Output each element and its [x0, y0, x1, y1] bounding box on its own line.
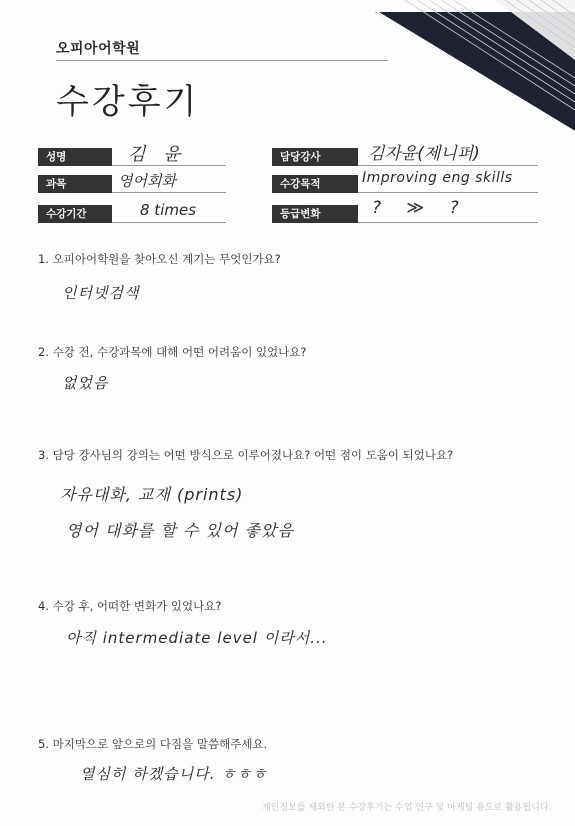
grade-change-value: ? ≫ ?	[372, 198, 469, 218]
purpose-underline	[358, 192, 538, 193]
answer-5-line-1: 열심히 하겠습니다. ㅎㅎㅎ	[80, 765, 268, 783]
answer-3-line-1: 자유대화, 교재 (prints)	[60, 485, 244, 504]
question-4: 4. 수강 후, 어떠한 변화가 있었나요?	[38, 599, 222, 613]
privacy-note: 개인정보를 제외한 본 수강후기는 수업 연구 및 마케팅 용도로 활용됩니다.	[262, 803, 552, 813]
instructor-value: 김자윤(제니퍼)	[368, 144, 480, 164]
course-underline	[112, 192, 226, 193]
instructor-label: 담당강사	[272, 148, 358, 166]
header-divider	[56, 60, 388, 61]
instructor-underline	[358, 165, 538, 166]
grade-change-underline	[358, 222, 538, 223]
question-3: 3. 담당 강사님의 강의는 어떤 방식으로 이루어졌나요? 어떤 점이 도움이 되었나요?	[38, 448, 454, 462]
academy-name: 오피아어학원	[56, 41, 141, 57]
answer-1-line-1: 인터넷검색	[62, 284, 140, 302]
corner-decoration	[375, 0, 575, 150]
name-value: 김 윤	[128, 144, 187, 165]
name-label: 성명	[38, 148, 112, 166]
question-1: 1. 오피아어학원을 찾아오신 계기는 무엇인가요?	[38, 252, 281, 266]
period-underline	[112, 222, 226, 223]
course-value: 영어회화	[118, 172, 176, 190]
answer-4-line-1: 아직 intermediate level 이라서...	[66, 629, 328, 647]
purpose-label: 수강목적	[272, 175, 358, 193]
purpose-value: Improving eng skills	[362, 170, 513, 186]
course-label: 과목	[38, 175, 112, 193]
question-5: 5. 마지막으로 앞으로의 다짐을 말씀해주세요.	[38, 737, 268, 751]
answer-2-line-1: 없었음	[62, 374, 109, 392]
period-label: 수강기간	[38, 205, 112, 223]
question-2: 2. 수강 전, 수강과목에 대해 어떤 어려움이 있었나요?	[38, 345, 307, 359]
answer-3-line-2: 영어 대화를 할 수 있어 좋았음	[66, 521, 294, 540]
page-title: 수강후기	[56, 82, 200, 122]
period-value: 8 times	[140, 201, 197, 219]
grade-change-label: 등급변화	[272, 205, 358, 223]
